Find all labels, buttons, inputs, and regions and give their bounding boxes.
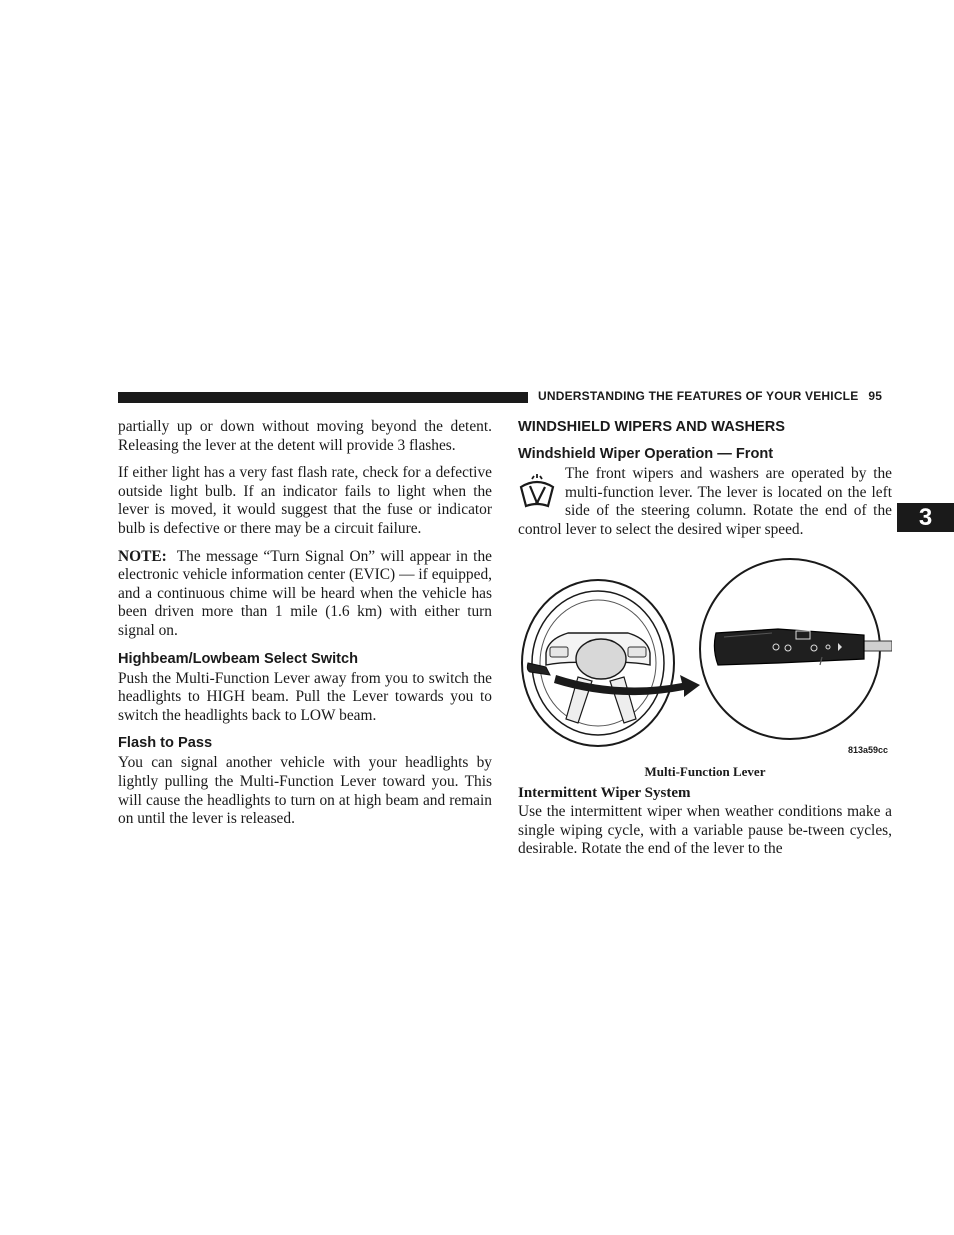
page-number: 95 xyxy=(868,389,883,403)
running-header xyxy=(538,389,882,403)
windshield-wiper-icon xyxy=(518,473,558,511)
paragraph-detent: partially up or down without moving beyond the detent. Releasing the lever at the detent will provide 3 flashes. xyxy=(118,418,492,454)
heading-wiper-front: Windshield Wiper Operation — Front xyxy=(518,446,774,462)
note-paragraph xyxy=(118,548,492,641)
header-title: UNDERSTANDING THE FEATURES OF YOUR VEHICLE xyxy=(538,389,859,403)
right-column xyxy=(518,418,892,868)
note-label: NOTE: xyxy=(118,547,167,565)
multi-function-lever-figure xyxy=(518,557,892,757)
section-heading-wipers: WINDSHIELD WIPERS AND WASHERS xyxy=(518,419,786,435)
wiper-intro-block xyxy=(518,465,892,539)
chapter-tab: 3 xyxy=(897,503,954,532)
steering-wheel-illustration xyxy=(522,580,674,746)
paragraph-flash-to-pass: You can signal another vehicle with your headlights by lightly pulling the Multi-Function Lever toward you. This will cause the headlights to turn on at high beam and remain on until the lever is released. xyxy=(118,754,492,828)
figure-caption: Multi-Function Lever xyxy=(644,764,766,780)
paragraph-highbeam: Push the Multi-Function Lever away from you to switch the headlights to HIGH beam. Pull the Lever towards you to switch the headlights back to LOW beam. xyxy=(118,669,492,724)
paragraph-intermittent: Use the intermittent wiper when weather conditions make a single wiping cycle, with a variable pause be-tween cycles, desirable. Rotate the end of the lever to the xyxy=(518,802,892,858)
heading-intermittent: Intermittent Wiper System xyxy=(518,785,691,802)
note-text: The message “Turn Signal On” will appear in the electronic vehicle information center (EVIC) — if equipped, and a continuous chime will be heard when the vehicle has been driven more than 1 mile (1.6 km) with either turn signal on. xyxy=(118,547,492,639)
heading-highbeam: Highbeam/Lowbeam Select Switch xyxy=(118,650,359,667)
left-column xyxy=(118,418,492,838)
heading-flash-to-pass: Flash to Pass xyxy=(118,735,213,752)
paragraph-wiper-front: The front wipers and washers are operated by the multi-function lever. The lever is located on the left side of the steering column. Rotate the end of the control lever to select the desired wiper speed. xyxy=(518,465,892,538)
paragraph-flash-rate: If either light has a very fast flash rate, check for a defective outside light bulb. If an indicator fails to light when the lever is moved, it would suggest that the fuse or indicator bulb is defective or there may be a circuit failure. xyxy=(118,464,492,537)
header-rule xyxy=(118,392,528,403)
figure-code: 813a59cc xyxy=(848,745,889,756)
multi-function-lever-illustration xyxy=(700,559,892,739)
